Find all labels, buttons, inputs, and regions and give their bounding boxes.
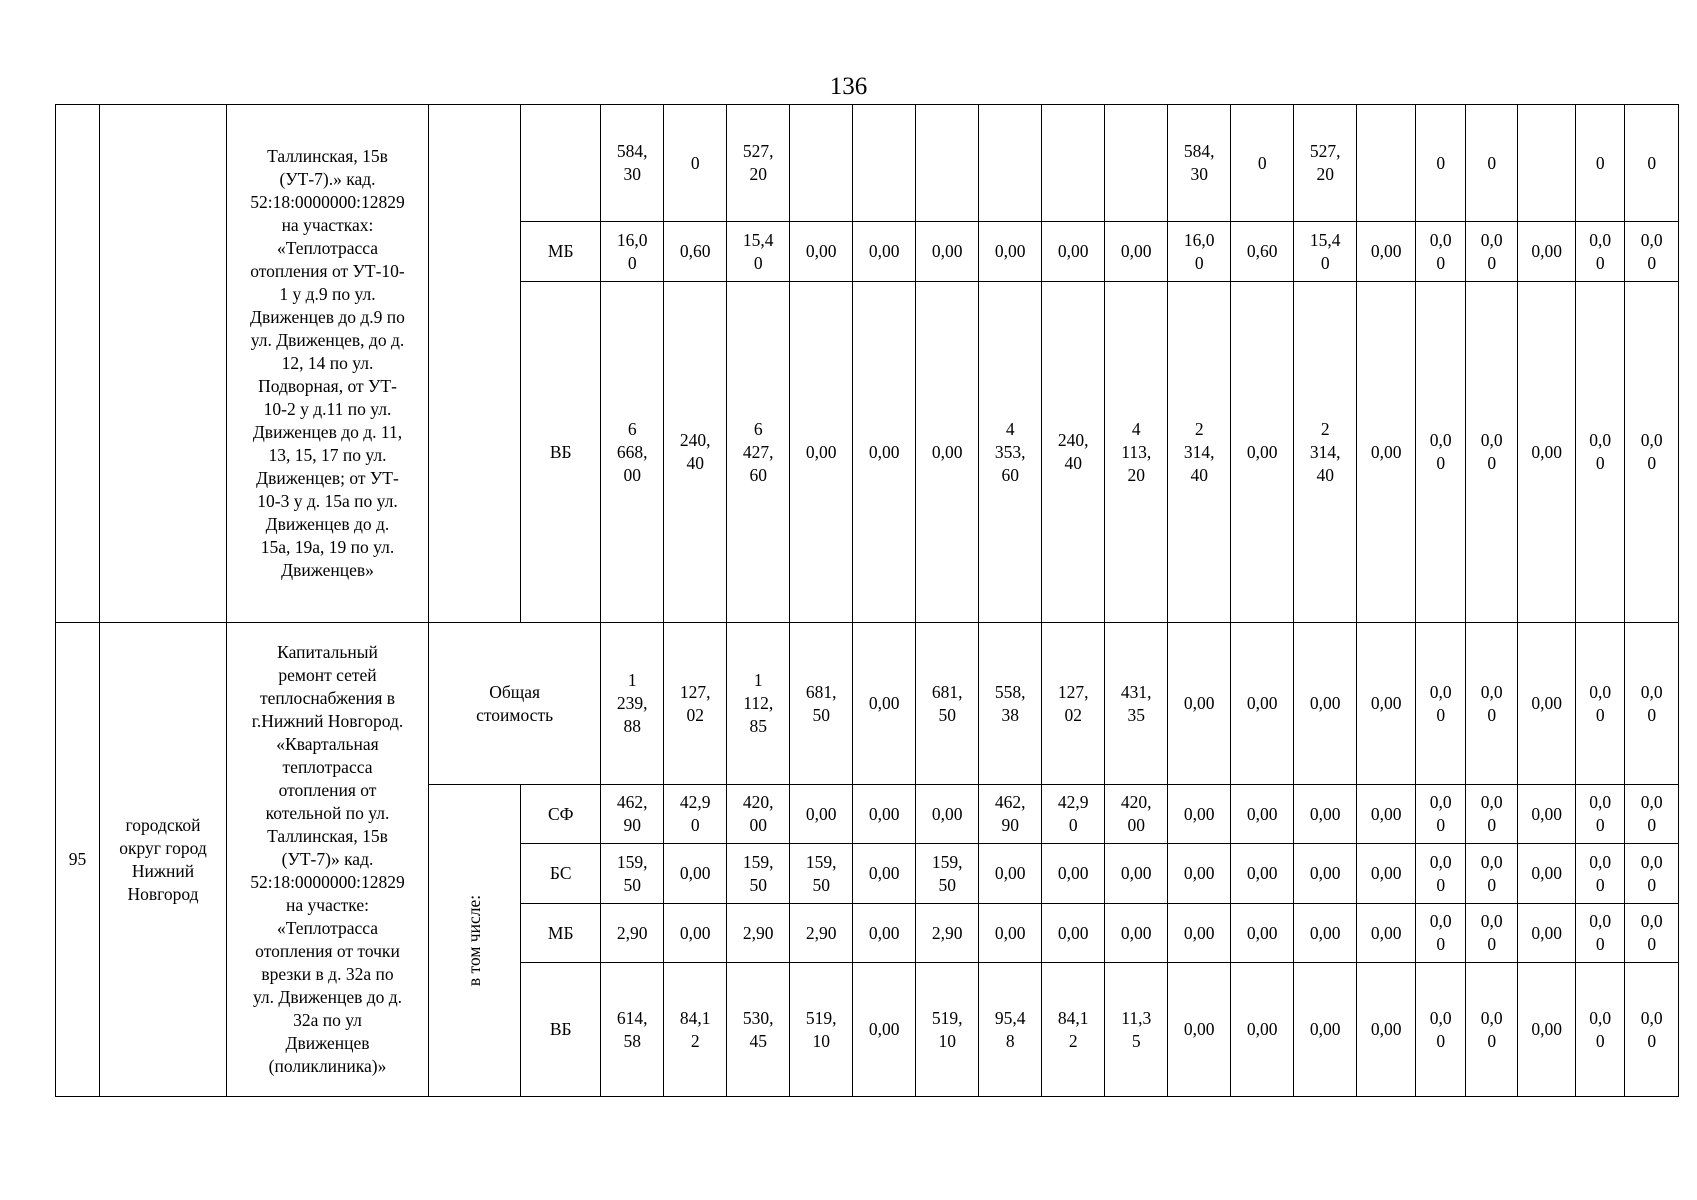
- value-cell: 0,00: [790, 282, 853, 623]
- value-cell: 681, 50: [790, 623, 853, 785]
- table-row: [56, 105, 1679, 222]
- value-cell: 527, 20: [727, 105, 790, 222]
- value-cell: 0,00: [853, 904, 916, 963]
- value-cell: 0,00: [1105, 222, 1168, 282]
- value-cell: 1 112, 85: [727, 623, 790, 785]
- value-cell: 0,00: [979, 904, 1042, 963]
- value-cell: 0,00: [1357, 904, 1416, 963]
- value-cell: 0,00: [1294, 785, 1357, 844]
- value-cell: 0,0 0: [1625, 844, 1679, 904]
- value-cell: 0,00: [853, 963, 916, 1097]
- value-cell: 0,0 0: [1625, 904, 1679, 963]
- value-cell: 4 353, 60: [979, 282, 1042, 623]
- value-cell: 0,60: [664, 222, 727, 282]
- value-cell: 0: [1416, 105, 1466, 222]
- value-cell: 0,00: [1042, 222, 1105, 282]
- value-cell: 584, 30: [1168, 105, 1231, 222]
- value-cell: 0,00: [1294, 844, 1357, 904]
- source-label: МБ: [521, 904, 601, 963]
- value-cell: 0,00: [979, 222, 1042, 282]
- table-row: [56, 623, 1679, 785]
- value-cell: 0: [1466, 105, 1518, 222]
- value-cell: 0,00: [1357, 623, 1416, 785]
- value-cell: 0,00: [790, 785, 853, 844]
- description-cell: Капитальный ремонт сетей теплоснабжения в г.Нижний Новгород. «Квартальная теплотрасса отопления от котельной по ул. Таллинская, 15в (УТ-7)» кад. 52:18:0000000:12829 на участке: «Теплотрасса отопления от точки врезки в д. 32а по ул. Движенцев до д. 32а по ул Движенцев (поликлиника)»: [227, 623, 429, 1097]
- value-cell: 0,0 0: [1416, 785, 1466, 844]
- value-cell: 159, 50: [916, 844, 979, 904]
- value-cell: 15,4 0: [727, 222, 790, 282]
- value-cell: 0,0 0: [1466, 904, 1518, 963]
- value-cell: 462, 90: [979, 785, 1042, 844]
- value-cell: 95,4 8: [979, 963, 1042, 1097]
- source-label: МБ: [521, 222, 601, 282]
- including-label: в том числе:: [464, 894, 485, 987]
- value-cell: 527, 20: [1294, 105, 1357, 222]
- value-cell: 159, 50: [790, 844, 853, 904]
- value-cell: 0,00: [916, 222, 979, 282]
- total-cost-label: Общая стоимость: [429, 623, 601, 785]
- value-cell: 0: [1625, 105, 1679, 222]
- value-cell: 0,00: [1168, 963, 1231, 1097]
- value-cell: 462, 90: [601, 785, 664, 844]
- value-cell: 0,0 0: [1576, 844, 1625, 904]
- value-cell: 0,00: [790, 222, 853, 282]
- value-cell: 0,00: [916, 282, 979, 623]
- value-cell: [1518, 105, 1576, 222]
- value-cell: 2 314, 40: [1168, 282, 1231, 623]
- value-cell: 0,0 0: [1625, 623, 1679, 785]
- value-cell: 614, 58: [601, 963, 664, 1097]
- value-cell: 0,0 0: [1625, 222, 1679, 282]
- value-cell: 0,00: [664, 904, 727, 963]
- value-cell: [1105, 105, 1168, 222]
- value-cell: 0,0 0: [1416, 844, 1466, 904]
- value-cell: 0,00: [1357, 844, 1416, 904]
- value-cell: 0,00: [1105, 844, 1168, 904]
- value-cell: 16,0 0: [1168, 222, 1231, 282]
- value-cell: [916, 105, 979, 222]
- value-cell: 2,90: [790, 904, 853, 963]
- value-cell: 0,00: [1231, 904, 1294, 963]
- value-cell: 0,0 0: [1466, 785, 1518, 844]
- value-cell: 0,00: [1294, 623, 1357, 785]
- value-cell: 0,0 0: [1416, 904, 1466, 963]
- value-cell: 0,00: [853, 282, 916, 623]
- value-cell: 0,00: [1231, 785, 1294, 844]
- value-cell: 0,00: [1168, 844, 1231, 904]
- value-cell: 0,00: [1357, 785, 1416, 844]
- value-cell: 159, 50: [727, 844, 790, 904]
- value-cell: 0,00: [1357, 222, 1416, 282]
- value-cell: 0,00: [1042, 844, 1105, 904]
- value-cell: [790, 105, 853, 222]
- value-cell: 0,0 0: [1576, 785, 1625, 844]
- municipality-cell: [100, 105, 227, 623]
- value-cell: 84,1 2: [664, 963, 727, 1097]
- value-cell: 4 113, 20: [1105, 282, 1168, 623]
- value-cell: 0,00: [1168, 623, 1231, 785]
- value-cell: 0,60: [1231, 222, 1294, 282]
- value-cell: 240, 40: [664, 282, 727, 623]
- value-cell: 0,0 0: [1466, 282, 1518, 623]
- value-cell: 0,0 0: [1576, 623, 1625, 785]
- description-cell: Таллинская, 15в (УТ-7).» кад. 52:18:0000000:12829 на участках: «Теплотрасса отопления от УТ-10- 1 у д.9 по ул. Движенцев до д.9 по ул. Движенцев, до д. 12, 14 по ул. Подворная, от УТ- 10-2 у д.11 по ул. Движенцев до д. 11, 13, 15, 17 по ул. Движенцев; от УТ- 10-3 у д. 15а по ул. Движенцев до д. 15а, 19а, 19 по ул. Движенцев»: [227, 105, 429, 623]
- budget-table: [55, 104, 1679, 1097]
- source-label: ВБ: [521, 282, 601, 623]
- source-group-cell: [429, 105, 521, 623]
- value-cell: 0,00: [1518, 904, 1576, 963]
- value-cell: 681, 50: [916, 623, 979, 785]
- value-cell: 0,00: [853, 844, 916, 904]
- value-cell: 0,0 0: [1576, 904, 1625, 963]
- value-cell: 2,90: [601, 904, 664, 963]
- value-cell: 15,4 0: [1294, 222, 1357, 282]
- value-cell: 0,00: [1357, 963, 1416, 1097]
- value-cell: 0,0 0: [1416, 963, 1466, 1097]
- value-cell: 16,0 0: [601, 222, 664, 282]
- value-cell: 519, 10: [790, 963, 853, 1097]
- value-cell: 0,00: [979, 844, 1042, 904]
- source-label: ВБ: [521, 963, 601, 1097]
- value-cell: 0,00: [1518, 623, 1576, 785]
- value-cell: 0,00: [853, 623, 916, 785]
- value-cell: 127, 02: [664, 623, 727, 785]
- value-cell: 0,00: [1231, 963, 1294, 1097]
- value-cell: 0,00: [1294, 963, 1357, 1097]
- page-number: 136: [829, 73, 868, 100]
- value-cell: 0,0 0: [1466, 963, 1518, 1097]
- value-cell: 431, 35: [1105, 623, 1168, 785]
- value-cell: 0,0 0: [1466, 844, 1518, 904]
- value-cell: 0: [1576, 105, 1625, 222]
- source-label: СФ: [521, 785, 601, 844]
- value-cell: 0,00: [853, 222, 916, 282]
- value-cell: 0,00: [1518, 844, 1576, 904]
- value-cell: 0,00: [1294, 904, 1357, 963]
- value-cell: 0,00: [1518, 222, 1576, 282]
- value-cell: 0,0 0: [1576, 963, 1625, 1097]
- value-cell: 2,90: [727, 904, 790, 963]
- value-cell: [1357, 105, 1416, 222]
- value-cell: 0,00: [1231, 623, 1294, 785]
- value-cell: 159, 50: [601, 844, 664, 904]
- value-cell: 0,0 0: [1416, 282, 1466, 623]
- value-cell: 127, 02: [1042, 623, 1105, 785]
- municipality-cell: городской округ город Нижний Новгород: [100, 623, 227, 1097]
- value-cell: 240, 40: [1042, 282, 1105, 623]
- value-cell: 0,00: [1357, 282, 1416, 623]
- row-number-cell: 95: [56, 623, 100, 1097]
- value-cell: 6 427, 60: [727, 282, 790, 623]
- value-cell: 0: [1231, 105, 1294, 222]
- value-cell: 420, 00: [1105, 785, 1168, 844]
- value-cell: 530, 45: [727, 963, 790, 1097]
- value-cell: 0,0 0: [1576, 282, 1625, 623]
- value-cell: 42,9 0: [1042, 785, 1105, 844]
- value-cell: 1 239, 88: [601, 623, 664, 785]
- value-cell: [853, 105, 916, 222]
- row-number-cell: [56, 105, 100, 623]
- value-cell: 0,00: [916, 785, 979, 844]
- value-cell: [979, 105, 1042, 222]
- value-cell: 0,00: [664, 844, 727, 904]
- value-cell: 0,00: [1231, 844, 1294, 904]
- value-cell: 0,0 0: [1466, 623, 1518, 785]
- value-cell: 0,0 0: [1625, 785, 1679, 844]
- value-cell: 0,00: [1231, 282, 1294, 623]
- value-cell: 0,00: [1518, 282, 1576, 623]
- value-cell: 0,00: [1042, 904, 1105, 963]
- including-label-cell: [429, 785, 521, 1097]
- value-cell: 42,9 0: [664, 785, 727, 844]
- value-cell: 0,0 0: [1625, 963, 1679, 1097]
- value-cell: 84,1 2: [1042, 963, 1105, 1097]
- source-label: [521, 105, 601, 222]
- source-label: БС: [521, 844, 601, 904]
- value-cell: 0,00: [1168, 904, 1231, 963]
- value-cell: 0,00: [1105, 904, 1168, 963]
- value-cell: 0,00: [1168, 785, 1231, 844]
- value-cell: 6 668, 00: [601, 282, 664, 623]
- value-cell: 0,0 0: [1466, 222, 1518, 282]
- value-cell: 0,00: [1518, 785, 1576, 844]
- value-cell: 0,0 0: [1625, 282, 1679, 623]
- value-cell: 558, 38: [979, 623, 1042, 785]
- value-cell: 420, 00: [727, 785, 790, 844]
- value-cell: 0,0 0: [1576, 222, 1625, 282]
- value-cell: 2,90: [916, 904, 979, 963]
- value-cell: 0,0 0: [1416, 623, 1466, 785]
- value-cell: 519, 10: [916, 963, 979, 1097]
- value-cell: 0: [664, 105, 727, 222]
- value-cell: 11,3 5: [1105, 963, 1168, 1097]
- value-cell: [1042, 105, 1105, 222]
- value-cell: 2 314, 40: [1294, 282, 1357, 623]
- value-cell: 0,0 0: [1416, 222, 1466, 282]
- value-cell: 0,00: [1518, 963, 1576, 1097]
- value-cell: 584, 30: [601, 105, 664, 222]
- value-cell: 0,00: [853, 785, 916, 844]
